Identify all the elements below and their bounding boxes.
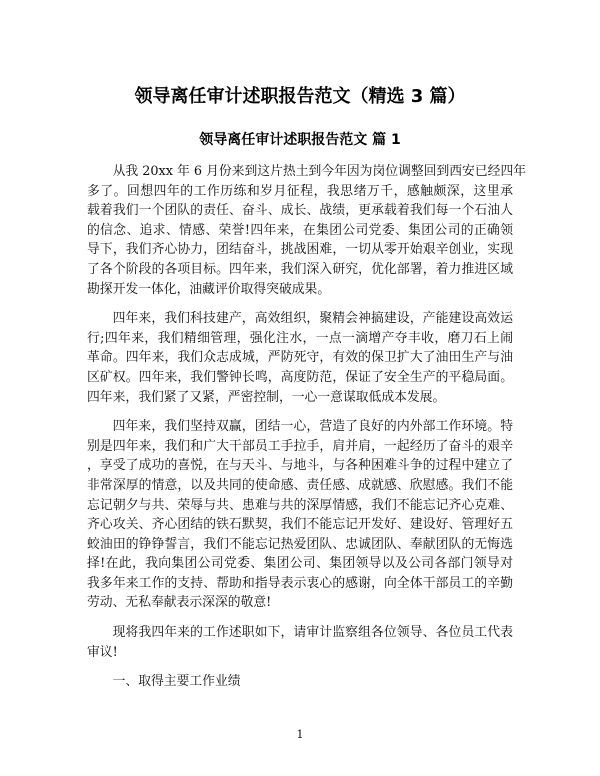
paragraph-line: 勘探开发一体化，油藏评价取得突破成果。 (87, 281, 331, 297)
paragraph-line: ，享受了成功的喜悦，在与天斗、与地斗，与各种困难斗争的过程中建立了 (87, 458, 513, 474)
paragraph (87, 623, 513, 662)
paragraph (87, 162, 527, 299)
paragraph-line: 的信念、追求、情感、荣誉!四年来，在集团公司党委、集团公司的正确领 (87, 222, 513, 238)
paragraph-line: 区矿权。四年来，我们警钟长鸣，高度防范，保证了安全生产的平稳局面。 (87, 369, 513, 385)
paragraph-line: 劳动、无私奉献表示深深的敬意! (87, 595, 272, 611)
paragraph-line: 四年来，我们紧了又紧，严密控制，一心一意谋取低成本发展。 (87, 389, 446, 405)
paragraph-line: 载着我们一个团队的责任、奋斗、成长、战绩，更承载着我们每一个石油人 (87, 203, 513, 219)
document-title: 领导离任审计述职报告范文（精选 3 篇） (134, 86, 466, 107)
section-heading: 领导离任审计述职报告范文 篇 1 (199, 132, 401, 148)
paragraph-line: 齐心攻关、齐心团结的铁石默契，我们不能忘记开发好、建设好、管理好五 (87, 517, 513, 533)
paragraph-line: 择!在此，我向集团公司党委、集团公司、集团领导以及公司各部门领导对 (87, 556, 513, 572)
paragraph-line: 非常深厚的情意，以及共同的使命感、责任感、成就感、欣慰感。我们不能 (87, 477, 513, 493)
paragraph-line: 导下，我们齐心协力，团结奋斗，挑战困难，一切从零开始艰辛创业，实现 (87, 242, 513, 258)
paragraph-line: 四年来，我们科技建产，高效组织，聚精会神搞建设，产能建设高效运 (112, 311, 513, 327)
paragraph-line: 别是四年来，我们和广大干部员工手拉手，肩并肩，一起经历了奋斗的艰辛 (87, 438, 513, 454)
section-subheading (87, 672, 513, 692)
document-body (87, 162, 527, 702)
paragraph-line: 一、取得主要工作业绩 (112, 674, 241, 690)
paragraph-line: 现将我四年来的工作述职如下，请审计监察组各位领导、各位员工代表 (112, 625, 513, 641)
paragraph (87, 309, 513, 407)
paragraph-line: 我多年来工作的支持、帮助和指导表示衷心的感谢，向全体干部员工的辛勤 (87, 575, 513, 591)
paragraph-line: 多了。回想四年的工作历练和岁月征程，我思绪万千，感触颇深，这里承 (87, 183, 513, 199)
paragraph-line: 行;四年来，我们精细管理，强化注水，一点一滴增产夺丰收，磨刀石上闹 (87, 330, 513, 346)
paragraph-line: 审议! (87, 644, 118, 660)
paragraph-line: 了各个阶段的各项目标。四年来，我们深入研究，优化部署，着力推进区域 (87, 261, 513, 277)
paragraph-line: 四年来，我们坚持双赢，团结一心，营造了良好的内外部工作环境。特 (112, 419, 513, 435)
page-number: 1 (296, 728, 304, 741)
paragraph-line: 从我 20xx 年 6 月份来到这片热土到今年因为岗位调整回到西安已经四年 (112, 164, 527, 179)
paragraph-line: 蛟油田的铮铮誓言，我们不能忘记热爱团队、忠诚团队、奉献团队的无悔选 (87, 536, 513, 552)
paragraph-line: 革命。四年来，我们众志成城，严防死守，有效的保卫扩大了油田生产与油 (87, 350, 513, 366)
paragraph-line: 忘记朝夕与共、荣辱与共、患难与共的深厚情感，我们不能忘记齐心克难、 (87, 497, 513, 513)
paragraph (87, 417, 513, 613)
